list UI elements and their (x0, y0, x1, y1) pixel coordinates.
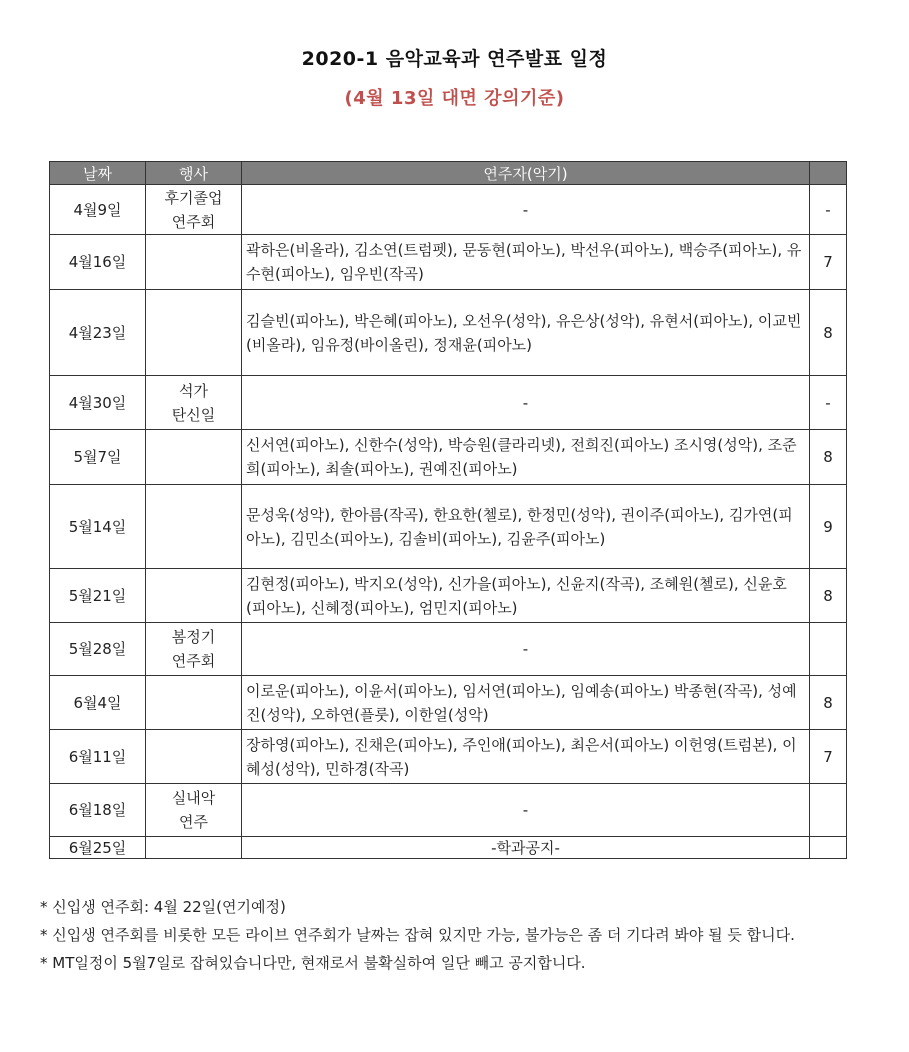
row-date: 4월16일 (50, 235, 146, 290)
row-event (146, 569, 242, 623)
table-row (50, 376, 847, 430)
row-count: 7 (810, 730, 847, 784)
row-performers: 김현정(피아노), 박지오(성악), 신가을(피아노), 신윤지(작곡), 조혜원(첼로), 신윤호(피아노), 신혜정(피아노), 엄민지(피아노) (242, 569, 810, 623)
row-date: 4월9일 (50, 185, 146, 235)
row-date: 4월23일 (50, 290, 146, 376)
row-date: 6월25일 (50, 837, 146, 859)
row-count: 7 (810, 235, 847, 290)
row-date: 4월30일 (50, 376, 146, 430)
header-performers: 연주자(악기) (242, 162, 810, 185)
row-date: 5월14일 (50, 485, 146, 569)
table-row (50, 569, 847, 623)
row-event (146, 430, 242, 485)
table-header-row (50, 162, 847, 185)
table-row (50, 430, 847, 485)
row-count: 8 (810, 569, 847, 623)
row-performers: - (242, 784, 810, 837)
document-subtitle: (4월 13일 대면 강의기준) (344, 88, 565, 109)
document-title: 2020-1 음악교육과 연주발표 일정 (301, 48, 608, 70)
row-performers: - (242, 623, 810, 676)
row-count: 8 (810, 290, 847, 376)
notes-section (40, 893, 840, 977)
row-count (810, 784, 847, 837)
row-event (146, 676, 242, 730)
row-performers: 장하영(피아노), 진채은(피아노), 주인애(피아노), 최은서(피아노) 이헌영(트럼본), 이혜성(성악), 민하경(작곡) (242, 730, 810, 784)
row-date: 6월4일 (50, 676, 146, 730)
header-event: 행사 (146, 162, 242, 185)
note-item: * MT일정이 5월7일로 잡혀있습니다만, 현재로서 불확실하여 일단 빼고 공지합니다. (40, 954, 586, 972)
row-event (146, 235, 242, 290)
row-event: 후기졸업 연주회 (146, 185, 242, 235)
row-event: 석가 탄신일 (146, 376, 242, 430)
header-date: 날짜 (50, 162, 146, 185)
row-performers: 문성욱(성악), 한아름(작곡), 한요한(첼로), 한정민(성악), 권이주(피아노), 김가연(피아노), 김민소(피아노), 김솔비(피아노), 김윤주(피아노) (242, 485, 810, 569)
row-performers: 곽하은(비올라), 김소연(트럼펫), 문동현(피아노), 박선우(피아노), 백승주(피아노), 유수현(피아노), 임우빈(작곡) (242, 235, 810, 290)
row-count (810, 837, 847, 859)
row-performers: - (242, 376, 810, 430)
table-row (50, 676, 847, 730)
row-event (146, 837, 242, 859)
row-date: 6월18일 (50, 784, 146, 837)
table-row (50, 235, 847, 290)
table-row (50, 784, 847, 837)
table-row (50, 623, 847, 676)
table-row (50, 837, 847, 859)
row-event (146, 730, 242, 784)
row-count: - (810, 185, 847, 235)
table-row (50, 290, 847, 376)
row-performers: 신서연(피아노), 신한수(성악), 박승원(클라리넷), 전희진(피아노) 조시영(성악), 조준희(피아노), 최솔(피아노), 권예진(피아노) (242, 430, 810, 485)
table-row (50, 185, 847, 235)
row-count (810, 623, 847, 676)
row-event (146, 485, 242, 569)
row-performers: - (242, 185, 810, 235)
row-performers: -학과공지- (242, 837, 810, 859)
row-date: 5월7일 (50, 430, 146, 485)
note-item: * 신입생 연주회: 4월 22일(연기예정) (40, 898, 286, 916)
row-date: 5월21일 (50, 569, 146, 623)
row-event: 봄정기 연주회 (146, 623, 242, 676)
row-performers: 이로운(피아노), 이윤서(피아노), 임서연(피아노), 임예송(피아노) 박종현(작곡), 성예진(성악), 오하연(플룻), 이한얼(성악) (242, 676, 810, 730)
row-count: - (810, 376, 847, 430)
table-row (50, 730, 847, 784)
table-row (50, 485, 847, 569)
note-item: * 신입생 연주회를 비롯한 모든 라이브 연주회가 날짜는 잡혀 있지만 가능, 불가능은 좀 더 기다려 봐야 될 듯 합니다. (40, 926, 795, 944)
row-count: 8 (810, 430, 847, 485)
row-event: 실내악 연주 (146, 784, 242, 837)
row-date: 5월28일 (50, 623, 146, 676)
row-date: 6월11일 (50, 730, 146, 784)
schedule-table (49, 161, 847, 859)
row-count: 9 (810, 485, 847, 569)
row-event (146, 290, 242, 376)
row-performers: 김슬빈(피아노), 박은혜(피아노), 오선우(성악), 유은상(성악), 유현서(피아노), 이교빈(비올라), 임유정(바이올린), 정재윤(피아노) (242, 290, 810, 376)
header-count (810, 162, 847, 185)
row-count: 8 (810, 676, 847, 730)
